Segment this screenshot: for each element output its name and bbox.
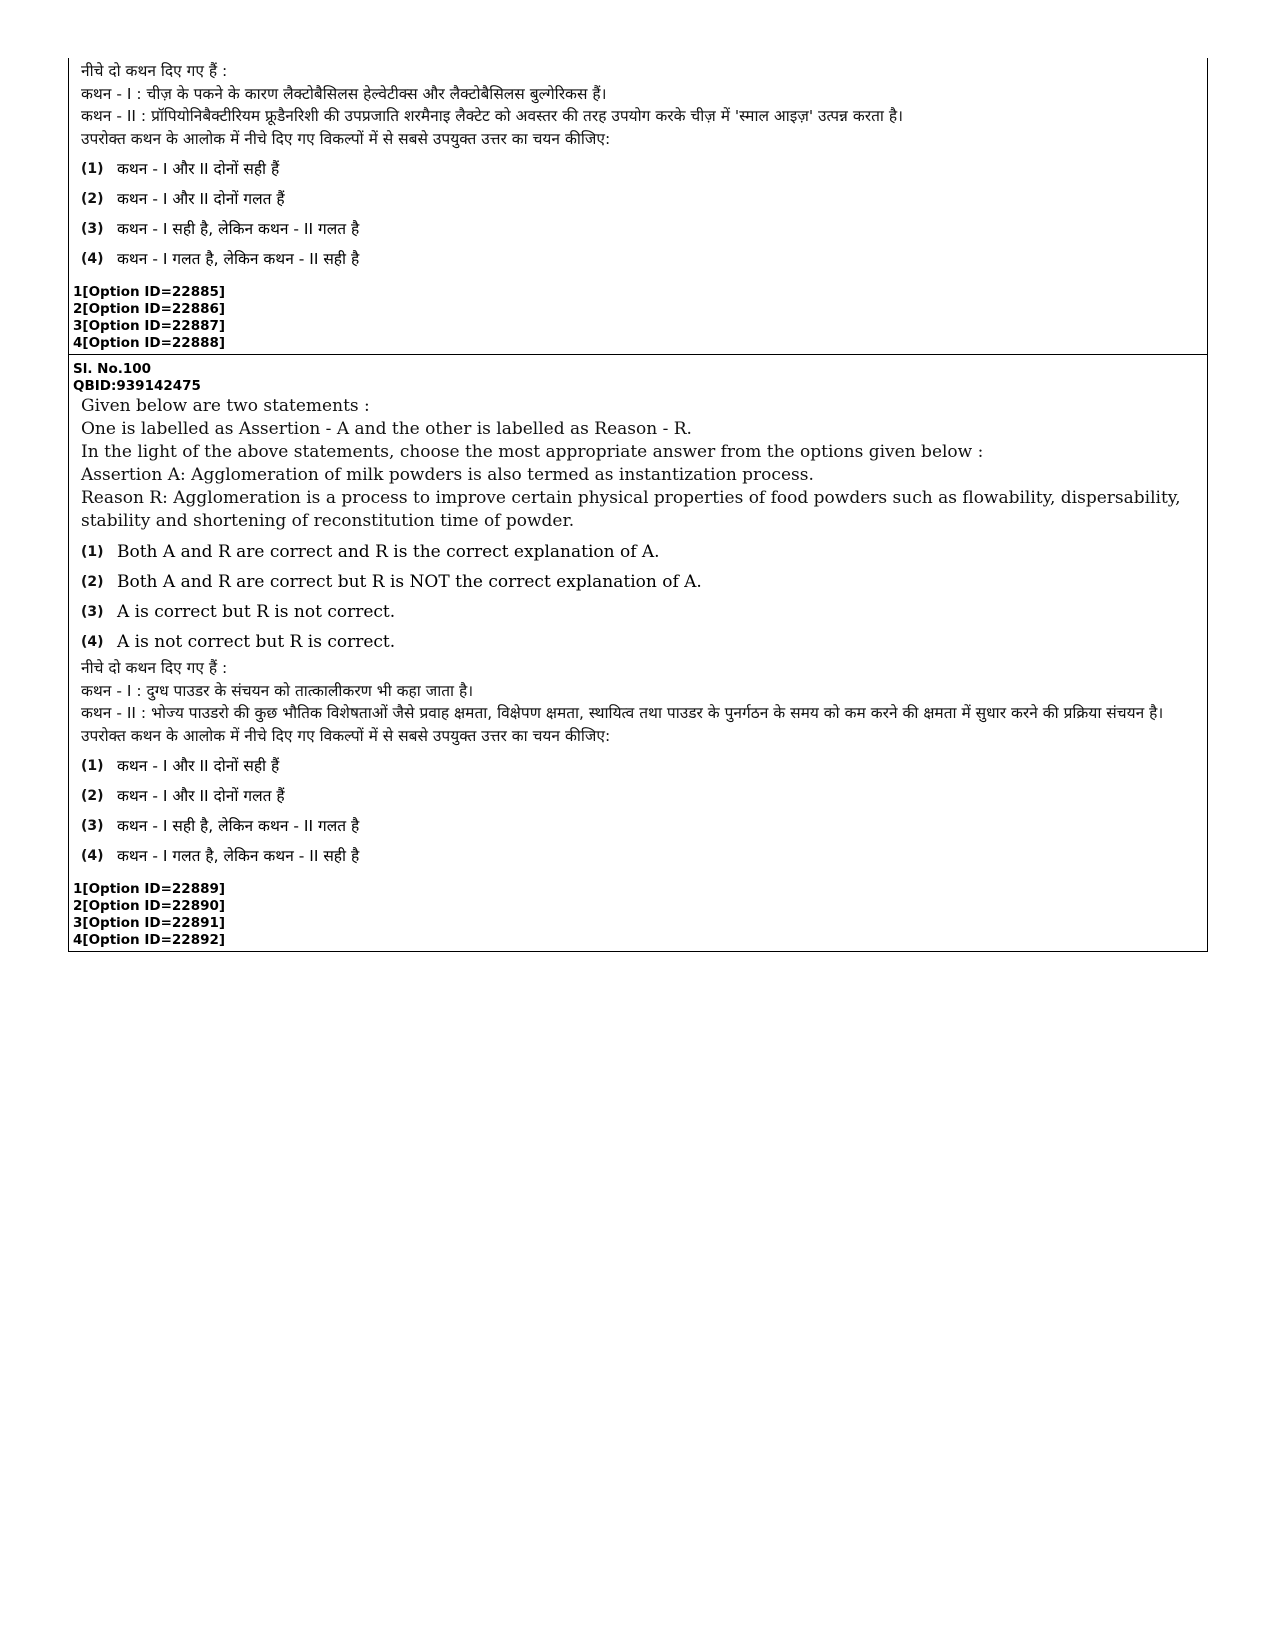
q100-reason: Reason R: Agglomeration is a process to improve certain physical properties of food powders such as flowability, dispersability, stability and shortening of reconstitution time of powder. bbox=[81, 488, 1181, 531]
q100-en-option-3-number: (3) bbox=[81, 604, 104, 620]
q100-hi-option-2 bbox=[73, 785, 1201, 807]
q100-hindi-statement-1: कथन - I : दुग्ध पाउडर के संचयन को तात्कालीकरण भी कहा जाता है। bbox=[81, 681, 474, 700]
q99-hindi-instruction: उपरोक्त कथन के आलोक में नीचे दिए गए विकल्पों में से सबसे उपयुक्त उत्तर का चयन कीजिए: bbox=[81, 129, 611, 148]
q100-hi-option-1-number: (1) bbox=[81, 758, 104, 774]
q99-option-id-1: 1[Option ID=22885] bbox=[73, 284, 226, 300]
q100-hi-option-2-text: कथन - I और II दोनों गलत हैं bbox=[117, 787, 285, 805]
q99-option-ids bbox=[73, 284, 1201, 352]
serial-number: Sl. No.100 bbox=[73, 361, 152, 377]
q99-option-2 bbox=[73, 188, 1201, 210]
q100-en-option-4-number: (4) bbox=[81, 634, 104, 650]
q99-option-4 bbox=[73, 248, 1201, 270]
q99-option-2-number: (2) bbox=[81, 191, 104, 207]
q100-option-ids bbox=[73, 881, 1201, 949]
q100-hindi-intro: नीचे दो कथन दिए गए हैं : bbox=[81, 659, 228, 677]
q100-en-option-4 bbox=[73, 631, 1201, 653]
q99-option-3-text: कथन - I सही है, लेकिन कथन - II गलत है bbox=[117, 220, 360, 238]
question-100-block bbox=[69, 354, 1207, 951]
q100-option-id-4: 4[Option ID=22892] bbox=[73, 932, 226, 948]
question-table bbox=[68, 58, 1208, 952]
q99-option-3 bbox=[73, 218, 1201, 240]
q100-en-option-3-text: A is correct but R is not correct. bbox=[117, 602, 396, 622]
q100-hi-option-4-text: कथन - I गलत है, लेकिन कथन - II सही है bbox=[117, 847, 360, 865]
q100-hi-option-2-number: (2) bbox=[81, 788, 104, 804]
q100-option-id-1: 1[Option ID=22889] bbox=[73, 881, 226, 897]
q99-option-1 bbox=[73, 158, 1201, 180]
q100-en-option-3 bbox=[73, 601, 1201, 623]
q100-hi-option-3 bbox=[73, 815, 1201, 837]
question-99-block bbox=[69, 58, 1207, 354]
q100-hi-option-4 bbox=[73, 845, 1201, 867]
q100-en-option-2-number: (2) bbox=[81, 574, 104, 590]
q99-option-1-number: (1) bbox=[81, 161, 104, 177]
q100-assertion: Assertion A: Agglomeration of milk powders is also termed as instantization process. bbox=[81, 465, 814, 485]
q99-option-1-text: कथन - I और II दोनों सही हैं bbox=[117, 160, 280, 178]
q100-en-option-1 bbox=[73, 541, 1201, 563]
qbid: QBID:939142475 bbox=[73, 378, 201, 394]
q100-hi-option-3-number: (3) bbox=[81, 818, 104, 834]
q100-english-intro: Given below are two statements : bbox=[81, 396, 370, 416]
q100-en-option-2 bbox=[73, 571, 1201, 593]
q100-en-option-1-text: Both A and R are correct and R is the correct explanation of A. bbox=[117, 542, 660, 562]
q100-hi-option-3-text: कथन - I सही है, लेकिन कथन - II गलत है bbox=[117, 817, 360, 835]
q100-en-option-1-number: (1) bbox=[81, 544, 104, 560]
q100-english-instruction: In the light of the above statements, choose the most appropriate answer from the options given below : bbox=[81, 442, 984, 462]
q100-en-option-2-text: Both A and R are correct but R is NOT the correct explanation of A. bbox=[117, 572, 702, 592]
q100-hi-option-4-number: (4) bbox=[81, 848, 104, 864]
q99-option-3-number: (3) bbox=[81, 221, 104, 237]
q99-option-id-2: 2[Option ID=22886] bbox=[73, 301, 226, 317]
q100-hi-option-1-text: कथन - I और II दोनों सही हैं bbox=[117, 757, 280, 775]
q100-english-label-line: One is labelled as Assertion - A and the other is labelled as Reason - R. bbox=[81, 419, 692, 439]
q100-option-id-2: 2[Option ID=22890] bbox=[73, 898, 226, 914]
q99-option-4-text: कथन - I गलत है, लेकिन कथन - II सही है bbox=[117, 250, 360, 268]
q99-option-id-4: 4[Option ID=22888] bbox=[73, 335, 226, 351]
q100-hindi-instruction: उपरोक्त कथन के आलोक में नीचे दिए गए विकल्पों में से सबसे उपयुक्त उत्तर का चयन कीजिए: bbox=[81, 726, 611, 745]
q99-hindi-statement-1: कथन - I : चीज़ के पकने के कारण लैक्टोबैसिलस हेल्वेटीक्स और लैक्टोबैसिलस बुल्गेरिकस हैं। bbox=[81, 84, 607, 103]
q99-option-id-3: 3[Option ID=22887] bbox=[73, 318, 226, 334]
q99-hindi-statement-2: कथन - II : प्रॉपियोनिबैक्टीरियम फ्रूडैनरिशी की उपप्रजाति शरमैनाइ लैक्टेट को अवस्तर की तरह उपयोग करके चीज़ में 'स्माल आइज़' उत्पन्न करता है। bbox=[81, 107, 903, 125]
q99-option-4-number: (4) bbox=[81, 251, 104, 267]
q100-en-option-4-text: A is not correct but R is correct. bbox=[117, 632, 396, 652]
q100-hi-option-1 bbox=[73, 755, 1201, 777]
q100-option-id-3: 3[Option ID=22891] bbox=[73, 915, 226, 931]
q99-option-2-text: कथन - I और II दोनों गलत हैं bbox=[117, 190, 285, 208]
q99-hindi-intro: नीचे दो कथन दिए गए हैं : bbox=[81, 62, 228, 80]
q100-hindi-statement-2: कथन - II : भोज्य पाउडरो की कुछ भौतिक विशेषताओं जैसे प्रवाह क्षमता, विक्षेपण क्षमता, स्थायित्व तथा पाउडर के पुनर्गठन के समय को कम करने की क्षमता में सुधार करने की प्रक्रिया संचयन है। bbox=[81, 704, 1164, 722]
